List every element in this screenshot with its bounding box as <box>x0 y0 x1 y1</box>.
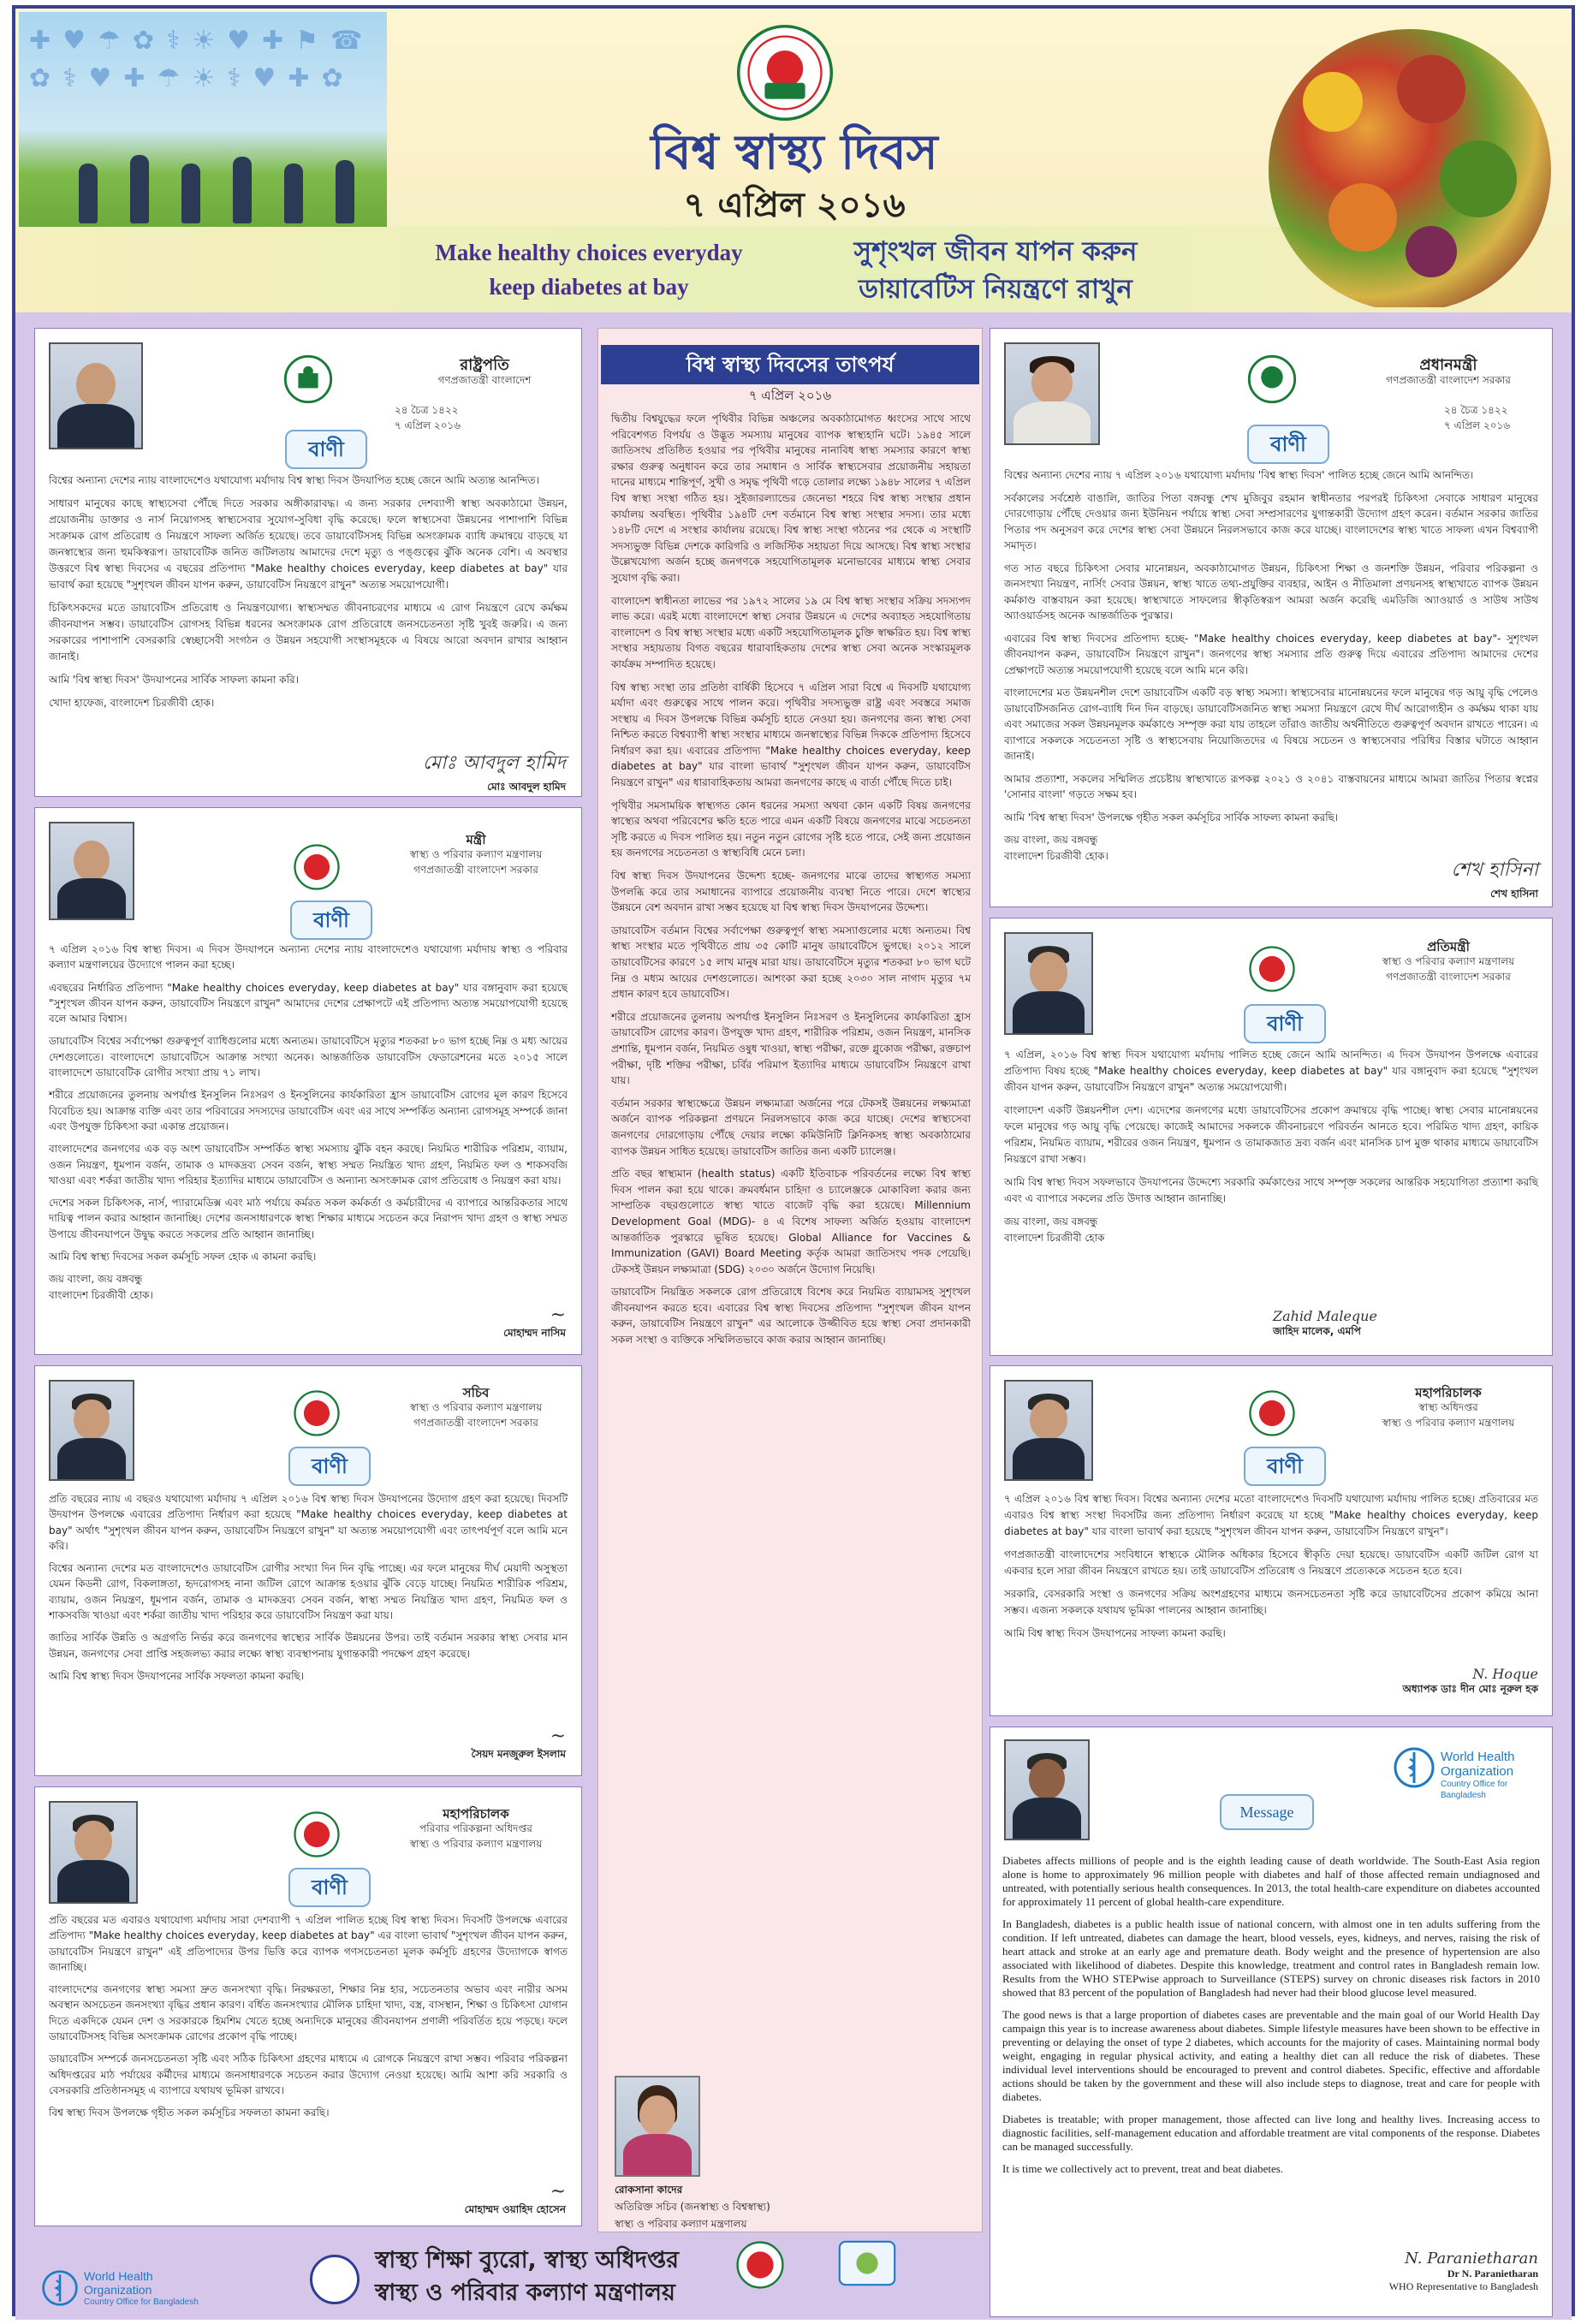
government-emblem-icon <box>292 842 342 892</box>
dg-health-text: ৭ এপ্রিল ২০১৬ বিশ্ব স্বাস্থ্য দিবস। বিশ্বের অন্যান্য দেশের মতো বাংলাদেশেও দিবসটি যথাযোগ্য মর্যাদায় পালিত হচ্ছে। প্রতিবারের মত এবারও বিশ্ব স্বাস্থ্য সংস্থা দিবসটির জন্য প্রতিপাদ্য নির্ধারণ করেছে যা হচ্ছে "Make healthy choices everyday, keep diabetes at bay" যার বাংলা ভাবার্থ করা হয়েছে "সুশৃংখল জীবন যাপন করুন, ডায়াবেটিস নিয়ন্ত্রণে রাখুন"। গণপ্রজাতন্ত্রী বাংলাদেশের সংবিধানে স্বাস্থ্যকে মৌলিক অধিকার হিসেবে স্বীকৃতি দেয়া হয়েছে। ডায়াবেটিস একটি জটিল রোগ যা একবার হলে সারা জীবন নিয়ন্ত্রণে রাখতে হয়। তাই ডায়াবেটিস প্রতিরোধ ও নিয়ন্ত্রণে প্রত্যেককে সচেতন হতে হবে। সরকারি, বেসরকারি সংস্থা ও জনগণের সক্রিয় অংশগ্রহণের মাধ্যমে জনসচেতনতা সৃষ্টি করে ডায়াবেটিসের প্রকোপ কমিয়ে আনা সম্ভব। এজন্য সকলকে যথাযথ ভূমিকা পালনের আহ্বান জানাচ্ছি। আমি বিশ্ব স্বাস্থ্য দিবস উদযাপনের সাফল্য কামনা করছি। <box>1004 1493 1538 1639</box>
dg-fp-signature: ~ মোহাম্মদ ওয়াহিদ হোসেন <box>464 2181 566 2215</box>
campaign-logo-icon <box>837 2239 897 2287</box>
dg-fp-message <box>34 1786 582 2226</box>
pm-text: বিশ্বের অন্যান্য দেশের ন্যায় ৭ এপ্রিল ২০১৬ যথাযোগ্য মর্যাদায় 'বিশ্ব স্বাস্থ্য দিবস' পালিত হচ্ছে জেনে আমি আনন্দিত। সর্বকালের সর্বশ্রেষ্ঠ বাঙালি, জাতির পিতা বঙ্গবন্ধু শেখ মুজিবুর রহমান স্বাধীনতার পরপরই চিকিৎসা সেবাকে সাধারণ মানুষের দোরগোড়ায় পৌঁছে দেওয়ার জন্য ইউনিয়ন পর্যায়ে স্বাস্থ্য সেবা সম্প্রসারণের যুগান্তকারী উদ্যোগ গ্রহণ করেন। বর্তমান সরকার জাতির পিতার পদ অনুসরণ করে দেশের স্বাস্থ্য সেবা উন্নয়নে নিরলসভাবে কাজ করে যাচ্ছে। বাংলাদেশের স্বাস্থ্য খাতে সাফল্য এখন বিশ্বব্যাপী সমাদৃত। গত সাত বছরে চিকিৎসা সেবার মানোন্নয়ন, অবকাঠামোগত উন্নয়ন, চিকিৎসা শিক্ষা ও জনশক্তি উন্নয়ন, পরিবার পরিকল্পনা ও জনসংখ্যা নিয়ন্ত্রণ, নার্সিং সেবার উন্নয়ন, স্বাস্থ্য খাতে তথ্য-প্রযুক্তির ব্যবহার, আইন ও নীতিমালা প্রণয়নসহ স্বাস্থ্যখাতে ব্যাপক উন্নয়ন কর্মকাণ্ড বাস্তবায়ন করা হয়েছে। স্বাস্থ্যখাতে সাফল্যের স্বীকৃতিস্বরূপ আমরা অর্জন করেছি এমডিজি অ্যাওয়ার্ড ও সাউথ সাউথ অ্যাওয়ার্ডসহ অনেক আন্তর্জাতিক পুরস্কার। এবারের বিশ্ব স্বাস্থ্য দিবসের প্রতিপাদ্য হচ্ছে- "Make healthy choices everyday, keep diabetes at bay"- সুশৃংখল জীবনযাপন করুন, ডায়াবেটিস নিয়ন্ত্রণে রাখুন"। জনগণের স্বাস্থ্য সমস্যার প্রতি গুরুত্ব দিয়ে এবারের প্রতিপাদ্য আমাদের দেশের প্রেক্ষাপটে অত্যন্ত সময়োপযোগী হয়েছে বলে আমি মনে করি। বাংলাদেশের মত উন্নয়নশীল দেশে ডায়াবেটিস একটি বড় স্বাস্থ্য সমস্যা। স্বাস্থ্যসেবার মানোন্নয়নের ফলে মানুষের গড় আয়ু বৃদ্ধি পেলেও ডায়াবেটিসজনিত রোগ-ব্যাধি দিন দিন বাড়ছে। ডায়াবেটিসজনিত স্বাস্থ্য সমস্যা নিয়ন্ত্রণে রেখে দীর্ঘ আরোগ্যহীন ও কর্মক্ষম থাকা যায় এবং সমাজের সকল উন্নয়নমূলক কর্মকাণ্ডে সম্পৃক্ত করা যায় তাহলে তাঁরাও জাতীয় অর্থনীতিতে গুরুত্বপূর্ণ অবদান রাখতে পারেন। এ ব্যাপারে সকলকে সচেতনতা সৃষ্টি ও স্বাস্থ্যসেবায় নিয়োজিতদের এ বিষয়ে সচেতন ও স্বাস্থ্যসেবার পরিধির বিস্তার ঘটাতে আহ্বান জানাই। আমার প্রত্যাশা, সকলের সম্মিলিত প্রচেষ্টায় স্বাস্থ্যখাতে রূপকল্প ২০২১ ও ২০৪১ বাস্তবায়নের মাধ্যমে আমরা জাতির পিতার স্বপ্নের 'সোনার বাংলা' গড়তে সক্ষম হব। আমি 'বিশ্ব স্বাস্থ্য দিবস' উপলক্ষে গৃহীত সকল কর্মসূচির সার্বিক সাফল্য কামনা করছি। জয় বাংলা, জয় বঙ্গবন্ধু বাংলাদেশ চিরজীবী হোক। <box>1004 469 1538 862</box>
who-emblem-icon <box>1393 1746 1435 1789</box>
state-minister-org2: গণপ্রজাতন্ত্রী বাংলাদেশ সরকার <box>1386 971 1511 983</box>
minister-message <box>34 807 582 1355</box>
footer-who-logo: World Health Organization Country Office for Bangladesh <box>41 2264 264 2315</box>
who-signature: N. Paranietharan Dr N. Paranietharan WHO Representative to Bangladesh <box>1388 2250 1538 2292</box>
slogan-en-line2: keep diabetes at bay <box>489 274 689 300</box>
bani-label: বাণী <box>288 1868 371 1907</box>
pm-office-emblem-icon <box>1247 354 1297 404</box>
government-emblem-icon <box>292 1388 342 1438</box>
significance-signature: রোকসানা কাদের অতিরিক্ত সচিব (জনস্বাস্থ্য ও বিশ্বস্বাস্থ্য) স্বাস্থ্য ও পরিবার কল্যাণ মন্ত্রণালয় <box>615 2184 770 2230</box>
slogan-bn-line2: ডায়াবেটিস নিয়ন্ত্রণে রাখুন <box>859 274 1132 305</box>
state-minister-signature: Zahid Maleque জাহিদ মালেক, এমপি <box>1273 1308 1377 1337</box>
pm-message <box>990 328 1553 907</box>
president-signature: মোঃ আবদুল হামিদ মোঃ আবদুল হামিদ <box>422 752 566 793</box>
page-date: ৭ এপ্রিল ২০১৬ <box>683 185 906 225</box>
government-emblem-icon <box>734 22 835 123</box>
dg-health-signature: N. Hoque অধ্যাপক ডাঃ দীন মোঃ নূরুল হক <box>1402 1666 1538 1695</box>
minister-org1: স্বাস্থ্য ও পরিবার কল্যাণ মন্ত্রণালয় <box>409 848 543 860</box>
slogan-bangla <box>811 233 1180 308</box>
slogan-en-line1: Make healthy choices everyday <box>435 240 743 265</box>
health-icons-pattern: ✚♥☂✿⚕☀♥✚⚑☎✿⚕♥✚☂☀⚕♥✚✿ <box>29 26 375 93</box>
dg-fp-org2: স্বাস্থ্য ও পরিবার কল্যাণ মন্ত্রণালয় <box>409 1838 543 1850</box>
pm-role: প্রধানমন্ত্রী <box>1419 356 1477 374</box>
health-education-bureau-logo <box>310 2255 360 2304</box>
who-logo: World Health Organization Country Office for Bangladesh <box>1393 1746 1547 1798</box>
dg-fp-role: মহাপরিচালক <box>443 1806 509 1822</box>
dg-health-org2: স্বাস্থ্য ও পরিবার কল্যাণ মন্ত্রণালয় <box>1382 1417 1515 1429</box>
pm-signature: শেখ হাসিনা শেখ হাসিনা <box>1451 859 1538 900</box>
dg-fp-org1: পরিবার পরিকল্পনা অধিদপ্তর <box>419 1822 532 1834</box>
pm-org: গণপ্রজাতন্ত্রী বাংলাদেশ সরকার <box>1386 374 1511 386</box>
dg-health-message <box>990 1365 1553 1716</box>
dg-fp-photo <box>49 1801 138 1904</box>
slogan-bn-line1: সুশৃংখল জীবন যাপন করুন <box>853 236 1138 267</box>
who-representative-photo <box>1004 1739 1090 1840</box>
government-emblem-icon <box>292 1810 342 1859</box>
minister-photo <box>49 822 134 920</box>
state-minister-role: প্রতিমন্ত্রী <box>1427 939 1470 954</box>
bani-label: বাণী <box>1244 1447 1326 1486</box>
pm-date-bn: ২৪ চৈত্র ১৪২২ <box>1444 404 1508 416</box>
person-figure <box>181 163 200 223</box>
page-frame <box>12 5 1575 2316</box>
who-message <box>990 1727 1553 2317</box>
president-text: বিশ্বের অন্যান্য দেশের ন্যায় বাংলাদেশেও যথাযোগ্য মর্যাদায় বিশ্ব স্বাস্থ্য দিবস উদযাপিত হচ্ছে জেনে আমি অত্যন্ত আনন্দিত। সাধারণ মানুষের কাছে স্বাস্থ্যসেবা পৌঁছে দিতে সরকার অঙ্গীকারাবদ্ধ। এ জন্য সরকার দেশব্যাপী স্বাস্থ্য অবকাঠামো উন্নয়ন, প্রয়োজনীয় ডাক্তার ও নার্স নিয়োগসহ স্বাস্থ্যসেবার সুযোগ-সুবিধা বৃদ্ধি করেছে। ফলে স্বাস্থ্যসেবা উন্নয়নের পাশাপাশি বিভিন্ন সংক্রামক রোগ প্রতিরোধ ও নিয়ন্ত্রণে সাফল্য অর্জিত হয়েছে। তবে ডায়াবেটিসসহ বিভিন্ন অসংক্রামক ব্যাধি ক্রমান্বয়ে বাড়ছে যা জনস্বাস্থ্যের জন্য হুমকিস্বরূপ। ডায়াবেটিক জনিত জটিলতায় আমাদের দেশে মৃত্যু ও পঙ্গুত্বের ঝুঁকি অনেক বেশি। এ অবস্থার উত্তরণে বিশ্ব স্বাস্থ্য দিবসের এ বছরের প্রতিপাদ্য "Make healthy choices everyday, keep diabetes at bay" যার ভাবার্থ করা হয়েছে "সুশৃংখল জীবন যাপন করুন, ডায়াবেটিস নিয়ন্ত্রণে রাখুন" অত্যন্ত সময়োপযোগী। চিকিৎসকদের মতে ডায়াবেটিস প্রতিরোধ ও নিয়ন্ত্রণযোগ্য। স্বাস্থ্যসম্মত জীবনাচরণের মাধ্যমে এ রোগ নিয়ন্ত্রণে রেখে কর্মক্ষম জীবনযাপন সম্ভব। ডায়াবেটিস রোগসহ বিভিন্ন ধরনের অসংক্রামক রোগ প্রতিরোধে জনসচেতনতা সৃষ্টি খুবই জরুরি। এ জন্য সরকারের পাশাপাশি বেসরকারি স্বেচ্ছাসেবী সংগঠন ও উন্নয়ন সহযোগী সংস্থাসমূহকে এ বিষয়ে আরো অবদান রাখার আহ্বান জানাই। আমি 'বিশ্ব স্বাস্থ্য দিবস' উদযাপনের সার্বিক সাফল্য কামনা করি। খোদা হাফেজ, বাংলাদেশ চিরজীবী হোক। <box>49 474 568 709</box>
pm-photo <box>1004 342 1100 445</box>
dg-health-photo <box>1004 1380 1093 1481</box>
significance-text: দ্বিতীয় বিশ্বযুদ্ধের ফলে পৃথিবীর বিভিন্ন অঞ্চলের অবকাঠামোগত ধ্বংসের সাথে সাথে পরিবেশগত বিপর্যয় ও উদ্ভূত সমস্যায় মানুষের ব্যাপক স্বাস্থ্যহানি ঘটে। ১৯৪৫ সালে জাতিসংঘ প্রতিষ্ঠিত হওয়ার পর পৃথিবীর মানুষের নানাবিধ স্বাস্থ্য সমস্যার কারণে স্বাস্থ্য রক্ষার গুরুত্ব অনুধাবন করে তার সমাধান ও সার্বিক স্বাস্থ্যসেবার প্রয়োজনীয় সহায়তা দানের মাধ্যমে শান্তিপূর্ণ, সুখী ও সমৃদ্ধ পৃথিবী গড়ে তোলার লক্ষ্যে ১৯৪৮ সালের ৭ এপ্রিল বিশ্ব স্বাস্থ্য সংস্থা গঠিত হয়। সুইজারল্যান্ডের জেনেভা শহরে বিশ্ব স্বাস্থ্য সংস্থার প্রধান কার্যালয় অবস্থিত। পৃথিবীর ১৯৪টি দেশ বর্তমানে বিশ্ব স্বাস্থ্য সংস্থার সদস্য। তার মধ্যে ১৪৮টি দেশে এ সংস্থার কার্যালয় রয়েছে। বিশ্ব স্বাস্থ্য সংস্থা গঠনের পর থেকে এ সংস্থাটি সদস্যভুক্ত বিভিন্ন দেশকে কারিগরি ও লজিস্টিক সহায়তা দিয়ে আসছে। বিশ্ব স্বাস্থ্য সংস্থার উল্লেখযোগ্য অর্জন হচ্ছে জনগণকে সহযোগিতামূলক মনোভাবের মাধ্যমে স্বাস্থ্য সেবার সুযোগ বৃদ্ধি করা। বাংলাদেশ স্বাধীনতা লাভের পর ১৯৭২ সালের ১৯ মে বিশ্ব স্বাস্থ্য সংস্থার সক্রিয় সদস্যপদ লাভ করে। এরই মধ্যে বাংলাদেশে স্বাস্থ্য সেবার উন্নয়নে এ দেশের অব্যাহত সহযোগিতায় বাংলাদেশ ও বিশ্ব স্বাস্থ্য সংস্থার মধ্যে একটি সহযোগিতামূলক চুক্তি স্বাক্ষরিত হয়। বিশ্ব স্বাস্থ্য সংস্থার সহায়তায় বিগত বছরের ধারাবাহিকতায় দেশের স্বাস্থ্য সেবা অনেক সংস্কারমূলক কার্যক্রম সম্পাদিত হয়েছে। বিশ্ব স্বাস্থ্য সংস্থা তার প্রতিষ্ঠা বার্ষিকী হিসেবে ৭ এপ্রিল সারা বিশ্বে এ দিবসটি যথাযোগ্য মর্যাদা এবং গুরুত্বের সাথে পালন করে। পৃথিবীর সদস্যভুক্ত রাষ্ট্র এবং সবস্তরে সমাজ সংস্থায় এ দিবস উপলক্ষে বিভিন্ন কর্মসূচি হাতে নেওয়া হয়। জনগণের জন্য স্বাস্থ্য সেবা নিশ্চিত করতে বিশ্বব্যাপী স্বাস্থ্য সংস্থার মাধ্যমে জনস্বাস্থ্যের বিভিন্ন দিককে প্রতিপাদ্য হিসেবে নির্ধারণ করা হয়। এবারের প্রতিপাদ্য "Make healthy choices everyday, keep diabetes at bay" যার বাংলা ভাবার্থ "সুশৃংখল জীবন যাপন করুন, ডায়াবেটিস নিয়ন্ত্রণে রাখুন" এর ধারাবাহিকতায় আমরা জনগণের কাছে এ বার্তা পৌঁছে দিতে চাই। পৃথিবীর সমসাময়িক স্বাস্থ্যগত কোন ধরনের সমস্যা অথবা কোন একটি বিষয় জনগণের স্বাস্থ্যের অথবা পরিবেশের ক্ষতি হতে পারে এমন একটি বিষয়ে জনগণের মাঝে সচেতনতা সৃষ্টি করতে এ দিবস পালিত হয়। নতুন নতুন রোগের সৃষ্টি হতে পারে, সেই জন্য প্রয়োজন হয় জনগণের সচেতনতা ও স্বাস্থ্যবিধি মেনে চলা। বিশ্ব স্বাস্থ্য দিবস উদযাপনের উদ্দেশ্য হচ্ছে- জনগণের মাঝে তাদের স্বাস্থ্যগত সমস্যা উপলব্ধি করে তার সমাধানের ব্যাপারে প্রয়োজনীয় ব্যবস্থা নিতে পারে। দেশে স্বাস্থ্যের উন্নয়নে বেশ অবদান রাখা সম্ভব হয়েছে যা বিশ্ব স্বাস্থ্য দিবস উদযাপনের উদ্দেশ্য। ডায়াবেটিস বর্তমান বিশ্বের সর্বাপেক্ষা গুরুত্বপূর্ণ স্বাস্থ্য সমস্যাগুলোর মধ্যে অন্যতম। বিশ্ব স্বাস্থ্য সংস্থার মতে পৃথিবীতে প্রায় ৩৫ কোটি মানুষ ডায়াবেটিসে ভুগছে। ২০১২ সালে ডায়াবেটিসের কারণে ১৫ লাখ মানুষ মারা যায়। ডায়াবেটিসে মৃত্যুর শতকরা ৮০ ভাগ ঘটে নিম্ন ও মধ্যম আয়ের দেশগুলোতে। আশংকা করা হচ্ছে ২০৩০ সাল নাগাদ মৃত্যুর ৭ম প্রধান কারণ হবে ডায়াবেটিস। শরীরে প্রয়োজনের তুলনায় অপর্যাপ্ত ইনসুলিন নিঃসরণ ও ইনসুলিনের কার্যকারিতা হ্রাস ডায়াবেটিস রোগের কারণ। উপযুক্ত খাদ্য গ্রহণ, শারীরিক পরিশ্রম, ওজন নিয়ন্ত্রণ, মানসিক প্রশান্তি, ধূমপান বর্জন, নিয়মিত ওষুধ খাওয়া, স্বাস্থ্য পরীক্ষা, রক্তে গ্লুকোজ পরীক্ষা, রক্তচাপ পরীক্ষা, দৃষ্টি শক্তির পরীক্ষা, চর্বির পরিমাপ ইত্যাদির মাধ্যমে ডায়াবেটিস নিয়ন্ত্রণে রাখা যায়। বর্তমান সরকার স্বাস্থ্যক্ষেত্রে উন্নয়ন লক্ষ্যমাত্রা অর্জনের পরে টেকসই উন্নয়নের লক্ষ্যমাত্রা অর্জনে ব্যাপক পরিকল্পনা প্রণয়নে নিরলসভাবে কাজ করে যাচ্ছে। দেশের স্বাস্থ্যসেবা জনগণের দোরগোড়ায় পৌঁছে দেয়ার লক্ষ্যে কমিউনিটি ক্লিনিকসহ স্বাস্থ্য অবকাঠামোর ব্যাপক উন্নয়ন সাধিত হয়েছে। ডায়াবেটিস জাতির জন্য একটি চ্যালেঞ্জ। প্রতি বছর স্বাস্থ্যমান (health status) একটি ইতিবাচক পরিবর্তনের লক্ষ্যে বিশ্ব স্বাস্থ্য দিবস পালন করা হয়ে থাকে। ক্রমবর্ধমান চাহিদা ও চ্যালেঞ্জকে মোকাবিলা করার জন্য সাম্প্রতিক বছরগুলোতে স্বাস্থ্য খাতে বাজেট বৃদ্ধি করা হয়েছে। Millennium Development Goal (MDG)- ৪ এ বিশেষ সাফল্য অর্জিত হওয়ায় বাংলাদেশ আন্তর্জাতিক পুরস্কারে ভূষিত হয়েছে। Global Alliance for Vaccines & Immunization (GAVI) Board Meeting কর্তৃক আমরা জাতিসংঘ পদক পেয়েছি। টেকসই উন্নয়ন লক্ষ্যমাত্রা (SDG) ২০৩০ অর্জনে উদ্যোগ নিয়েছি। ডায়াবেটিস নিয়ন্ত্রিত সকলকে রোগ প্রতিরোধে বিশেষ করে নিয়মিত ব্যায়ামসহ সুশৃংখল জীবনযাপন করতে হবে। এবারের বিশ্ব স্বাস্থ্য দিবসের প্রতিপাদ্য "সুশৃংখল জীবন যাপন করুন, ডায়াবেটিস নিয়ন্ত্রণে রাখুন" এর আলোকে উজ্জীবিত হয়ে স্বাস্থ্য সেবা প্রদানকারী সকল সংস্থা ও ব্যক্তিকে সম্মিলিতভাবে কাজ করার আহ্বান জানাচ্ছি। <box>611 413 971 1346</box>
who-emblem-icon <box>41 2269 79 2307</box>
secretary-signature: ~ সৈয়দ মনজুরুল ইসলাম <box>471 1726 566 1760</box>
bani-label: বাণী <box>290 900 372 940</box>
president-message <box>34 328 582 797</box>
official-woman-photo <box>615 2076 700 2177</box>
secretary-message <box>34 1365 582 1776</box>
significance-date: ৭ এপ্রিল ২০১৬ <box>748 388 832 403</box>
president-photo <box>49 342 143 449</box>
state-minister-text: ৭ এপ্রিল, ২০১৬ বিশ্ব স্বাস্থ্য দিবস যথাযোগ্য মর্যাদায় পালিত হচ্ছে জেনে আমি আনন্দিত। এ দিবস উদযাপন উপলক্ষে এবারের প্রতিপাদ্য বিষয় হচ্ছে "Make healthy choices everyday, keep diabetes at bay" যার বঙ্গানুবাদ করা হয়েছে "সুশৃংখল জীবন যাপন করুন, ডায়াবেটিস নিয়ন্ত্রণে রাখুন" অত্যন্ত সময়োপযোগী। বাংলাদেশ একটি উন্নয়নশীল দেশ। এদেশের জনগণের মধ্যে ডায়াবেটিসের প্রকোপ ক্রমান্বয়ে বৃদ্ধি পাচ্ছে। স্বাস্থ্য সেবার মানোন্নয়নের ফলে মানুষের গড় আয়ু বৃদ্ধি পেয়েছে। কাজেই আমাদের সকলকে জীবনাচরণে পরিবর্তন আনতে হবে। পরিমিত খাদ্য গ্রহণ, কায়িক পরিশ্রম, নিয়মিত ব্যায়াম, শরীরের ওজন নিয়ন্ত্রণ, ধূমপান ও তামাকজাত দ্রব্য বর্জন এবং মানসিক চাপ মুক্ত থাকার মাধ্যমে ডায়াবেটিস নিয়ন্ত্রণে রাখা সম্ভব। আমি বিশ্ব স্বাস্থ্য দিবস সফলভাবে উদযাপনের উদ্দেশ্যে সরকারি কর্মকাণ্ডের সাথে সম্পৃক্ত সকলের আন্তরিক সহযোগিতা প্রত্যাশা করছি এবং এ ব্যাপারে সকলের প্রতি উদাত্ত আহ্বান জানাচ্ছি। জয় বাংলা, জয় বঙ্গবন্ধু বাংলাদেশ চিরজীবী হোক <box>1004 1049 1538 1244</box>
message-label: Message <box>1220 1794 1314 1830</box>
pm-date-en: ৭ এপ্রিল ২০১৬ <box>1444 419 1511 431</box>
president-date-bn: ২৪ চৈত্র ১৪২২ <box>395 404 459 416</box>
minister-signature: ~ মোহাম্মদ নাসিম <box>503 1305 566 1339</box>
state-minister-message <box>990 918 1553 1356</box>
bani-label: বাণী <box>288 1447 371 1486</box>
person-figure <box>79 163 98 223</box>
header-banner <box>15 9 1572 312</box>
bani-label: বাণী <box>1244 1004 1326 1043</box>
person-figure <box>233 157 252 223</box>
dg-health-org1: স্বাস্থ্য অধিদপ্তর <box>1418 1401 1478 1413</box>
page-title: বিশ্ব স্বাস্থ্য দিবস <box>651 124 938 181</box>
president-org: গণপ্রজাতন্ত্রী বাংলাদেশ <box>437 374 532 386</box>
secretary-photo <box>49 1380 134 1481</box>
bangabhaban-emblem-icon <box>283 354 333 404</box>
footer-publisher: স্বাস্থ্য শিক্ষা ব্যুরো, স্বাস্থ্য অধিদপ্তর স্বাস্থ্য ও পরিবার কল্যাণ মন্ত্রণালয় <box>375 2247 680 2306</box>
minister-org2: গণপ্রজাতন্ত্রী বাংলাদেশ সরকার <box>413 864 538 876</box>
dg-fp-text: প্রতি বছরের মত এবারও যথাযোগ্য মর্যাদায় সারা দেশব্যাপী ৭ এপ্রিল পালিত হচ্ছে বিশ্ব স্বাস্থ্য দিবস। দিবসটি উপলক্ষে এবারের প্রতিপাদ্য "Make healthy choices everyday, keep diabetes at bay" এর বাংলা ভাবার্থ "সুশৃংখল জীবন যাপন করুন, ডায়াবেটিস নিয়ন্ত্রণে রাখুন" এই প্রতিপাদ্যের উপর ভিত্তি করে ব্যাপক গণসচেতনতা মূলক কর্মসূচি গ্রহণের উদ্যোগকে স্বাগত জানাচ্ছি। বাংলাদেশের জনগণের স্বাস্থ্য সমস্যা দ্রুত জনসংখ্যা বৃদ্ধি। নিরক্ষরতা, শিক্ষার নিম্ন হার, সচেতনতার অভাব এবং নারীর অসম অবস্থান অসচেতন জনসংখ্যা বৃদ্ধির প্রধান কারণ। বর্ধিত জনসংখ্যার মৌলিক চাহিদা খাদ্য, বস্ত্র, বাসস্থান, শিক্ষা ও চিকিৎসা যোগান দিতে একদিকে যেমন দেশ ও সরকারকে হিমশিম খেতে হচ্ছে অন্যদিকে মানুষের জীবনযাপন প্রণালী পরিবর্তিত হয়ে পড়ছে। ফলে ডায়াবেটিসসহ বিভিন্ন অসংক্রামক রোগের প্রকোপ বৃদ্ধি পাচ্ছে। ডায়াবেটিস সম্পর্কে জনসচেতনতা সৃষ্টি এবং সঠিক চিকিৎসা গ্রহণের মাধ্যমে এ রোগকে নিয়ন্ত্রণে রাখা সম্ভব। পরিবার পরিকল্পনা অধিদপ্তরের মাঠ পর্যায়ের কর্মীদের মাধ্যমে জনসাধারণকে সচেতন করার উদ্যোগ নেওয়া হয়েছে। আমি আশা করি সরকারি ও বেসরকারি প্রতিষ্ঠানসমূহ এ ব্যাপারে যথাযথ ভূমিকা রাখবে। বিশ্ব স্বাস্থ্য দিবস উপলক্ষে গৃহীত সকল কর্মসূচির সফলতা কামনা করছি। <box>49 1914 568 2119</box>
dg-health-role: মহাপরিচালক <box>1415 1385 1482 1400</box>
slogan-english <box>383 235 794 304</box>
bani-label: বাণী <box>285 430 367 469</box>
person-figure <box>284 163 303 223</box>
who-text: Diabetes affects millions of people and is the eighth leading cause of death worldwide. The South-East Asia region alone is home to approximately 96 million people with diabetes and half of those affected remain undiagnosed and untreated, with potentially serious health consequences. In 2013, the total health-care expenditure on diabetes accounted for approximately 11 percent of global health-care expenditure. In Bangladesh, diabetes is a public health issue of national concern, with almost one in ten adults suffering from the condition. If left untreated, diabetes can damage the heart, blood vessels, eyes, kidneys, and nerves, raising the risk of heart attack and stroke at an early age and premature death. Body weight and the presence of hypertension are also associated with likelihood of diabetes. Despite this knowledge, treatment and control rates in Bangladesh remain low. Results from the WHO STEPwise approach to Surveillance (STEPS) survey on chronic diseases risk factors in 2010 showed that 83 percent of the population of Bangladesh had never had their blood glucose level measured. The good news is that a large proportion of diabetes cases are preventable and the main goal of our World Health Day campaign this year is to increase awareness about diabetes. Simple lifestyle measures have been shown to be effective in preventing or delaying the onset of type 2 diabetes, which accounts for the majority of cases. Maintaining normal body weight, engaging in regular physical activity, and eating a healthy diet can all reduce the risk of diabetes. These individual level interventions should be encouraged to prevent and control diabetes. Specific, effective and affordable actions should be taken by the government and these will also include steps to diagnose, treat and care for people with diabetes. Diabetes is treatable; with proper management, those affected can live long and healthy lives. Increasing access to diagnostic facilities, self-management education and affordable treatment are vital components of the response. Diabetes can be managed successfully. It is time we collectively act to prevent, treat and beat diabetes. <box>1002 1854 1540 2175</box>
government-emblem-icon <box>734 2239 786 2291</box>
minister-role: মন্ত্রী <box>466 832 486 847</box>
president-role: রাষ্ট্রপতি <box>460 356 509 374</box>
government-emblem-icon <box>1247 944 1297 994</box>
secretary-role: সচিব <box>462 1385 490 1400</box>
bani-label: বাণী <box>1247 425 1329 464</box>
minister-text: ৭ এপ্রিল ২০১৬ বিশ্ব স্বাস্থ্য দিবস। এ দিবস উদযাপনে অন্যান্য দেশের ন্যায় বাংলাদেশেও যথাযোগ্য মর্যাদায় স্বাস্থ্য ও পরিবার কল্যাণ মন্ত্রণালয়ের উদ্যোগে পালন করা হচ্ছে। এবছরের নির্ধারিত প্রতিপাদ্য "Make healthy choices everyday, keep diabetes at bay" যার বঙ্গানুবাদ করা হয়েছে "সুশৃংখল জীবন যাপন করুন, ডায়াবেটিস নিয়ন্ত্রণে রাখুন" আমাদের দেশের প্রেক্ষাপটে এই প্রতিপাদ্য অত্যন্ত সময়োপযোগী হয়েছে বলে আমার বিশ্বাস। ডায়াবেটিস বিশ্বের সর্বাপেক্ষা গুরুত্বপূর্ণ ব্যাধিগুলোর মধ্যে অন্যতম। ডায়াবেটিসে মৃত্যুর শতকরা ৮০ ভাগ হচ্ছে নিম্ন ও মধ্য আয়ের দেশগুলোতে। বাংলাদেশে ডায়াবেটিসে আক্রান্ত সংখ্যা অনেক। আন্তর্জাতিক ডায়াবেটিস ফেডারেশনের মতে ২০১৫ সালে বাংলাদেশে ডায়াবেটিক রোগীর সংখ্যা প্রায় ৭১ লাখ। শরীরে প্রয়োজনের তুলনায় অপর্যাপ্ত ইনসুলিন নিঃসরণ ও ইনসুলিনের কার্যকারিতা হ্রাস ডায়াবেটিস রোগের মূল কারণ হিসেবে বিবেচিত হয়। আক্রান্ত ব্যক্তি এবং তার পরিবারের সদস্যদের ডায়াবেটিস এবং এর সাথে সম্পর্কিত অন্যান্য রোগসমূহ সম্পর্কে জানা এবং উপযুক্ত চিকিৎসা করা একান্ত প্রয়োজন। বাংলাদেশের জনগণের এক বড় অংশ ডায়াবেটিস সম্পর্কিত স্বাস্থ্য সমস্যায় ঝুঁকি বহন করছে। নিয়মিত শারীরিক পরিশ্রম, ব্যায়াম, ওজন নিয়ন্ত্রণ, ধূমপান বর্জন, তামাক ও মাদকদ্রব্য সেবন বর্জন, স্বাস্থ্য সম্মত নিয়ন্ত্রিত খাদ্য গ্রহণ, নিয়মিত ফল ও শাকসবজি খাওয়া এবং শর্করা জাতীয় খাদ্য পরিহার ইত্যাদির মাধ্যমে ডায়াবেটিস ও অন্যান্য অসংক্রামক রোগ প্রতিরোধ ও নিয়ন্ত্রণ করা যায়। দেশের সকল চিকিৎসক, নার্স, প্যারামেডিক্স এবং মাঠ পর্যায়ে কর্মরত সকল কর্মকর্তা ও কর্মচারীদের এ ব্যাপারে আন্তরিকতার সাথে দায়িত্ব পালন করার আহ্বান জানাচ্ছি। দেশের জনসাধারণকে স্বাস্থ্য শিক্ষার মাধ্যমে সচেতন করে নিরাপদ খাদ্য গ্রহণ ও স্বাস্থ্য সম্মত উপায়ে জীবনযাপনে উদ্বুদ্ধ করতে সকলের প্রতি আহ্বান জানাচ্ছি। আমি বিশ্ব স্বাস্থ্য দিবসের সকল কর্মসূচি সফল হোক এ কামনা করছি। জয় বাংলা, জয় বঙ্গবন্ধু বাংলাদেশ চিরজীবী হোক। <box>49 943 568 1301</box>
person-figure <box>336 160 354 223</box>
fruits-vegetables-photo <box>1166 12 1568 307</box>
president-date-en: ৭ এপ্রিল ২০১৬ <box>395 419 461 431</box>
secretary-org2: গণপ্রজাতন্ত্রী বাংলাদেশ সরকার <box>413 1417 538 1429</box>
significance-title: বিশ্ব স্বাস্থ্য দিবসের তাৎপর্য <box>601 345 979 384</box>
state-minister-photo <box>1004 932 1093 1035</box>
person-figure <box>130 155 149 223</box>
state-minister-org1: স্বাস্থ্য ও পরিবার কল্যাণ মন্ত্রণালয় <box>1382 955 1515 967</box>
secretary-org1: স্বাস্থ্য ও পরিবার কল্যাণ মন্ত্রণালয় <box>409 1401 543 1413</box>
government-emblem-icon <box>1247 1388 1297 1438</box>
secretary-text: প্রতি বছরের ন্যায় এ বছরও যথাযোগ্য মর্যাদায় ৭ এপ্রিল ২০১৬ বিশ্ব স্বাস্থ্য দিবস উদযাপনের উদ্যোগ গ্রহণ করা হয়েছে। দিবসটি উদযাপন উপলক্ষে এবারের প্রতিপাদ্য নির্ধারণ করা হয়েছে "Make healthy choices everyday, keep diabetes at bay" অর্থাৎ "সুশৃংখল জীবন যাপন করুন, ডায়াবেটিস নিয়ন্ত্রণে রাখুন" যা অত্যন্ত সময়োপযোগী এবং তাৎপর্যপূর্ণ বলে আমি মনে করি। বিশ্বের অন্যান্য দেশের মত বাংলাদেশেও ডায়াবেটিস রোগীর সংখ্যা দিন দিন বৃদ্ধি পাচ্ছে। এর ফলে মানুষের দীর্ঘ মেয়াদী অসুস্থতা যেমন কিডনী রোগ, বিকলাঙ্গতা, হৃদরোগসহ নানা জটিল রোগে আক্রান্ত হওয়ার ঝুঁকি বেড়ে যাচ্ছে। নিয়মিত শারীরিক পরিশ্রম, ব্যায়াম, ওজন নিয়ন্ত্রণ, ধূমপান বর্জন, তামাক ও মাদকদ্রব্য সেবন বর্জন, স্বাস্থ্য সম্মত নিয়ন্ত্রিত খাদ্য গ্রহণ, নিয়মিত ফল ও শাকসবজি খাওয়া এবং শর্করা জাতীয় খাদ্য পরিহার করে ডায়াবেটিস নিয়ন্ত্রণ করা যায়। জাতির সার্বিক উন্নতি ও অগ্রগতি নির্ভর করে জনগণের স্বাস্থ্যের সার্বিক উন্নয়নের উপর। তাই বর্তমান সরকার স্বাস্থ্য সেবার মান উন্নয়ন, জনগণের সেবা প্রাপ্তি সহজলভ্য করার লক্ষ্যে স্বাস্থ্য ব্যবস্থাপনায় যুগান্তকারী পদক্ষেপ গ্রহণ করেছে। আমি বিশ্ব স্বাস্থ্য দিবস উদযাপনের সার্বিক সফলতা কামনা করছি। <box>49 1493 568 1682</box>
